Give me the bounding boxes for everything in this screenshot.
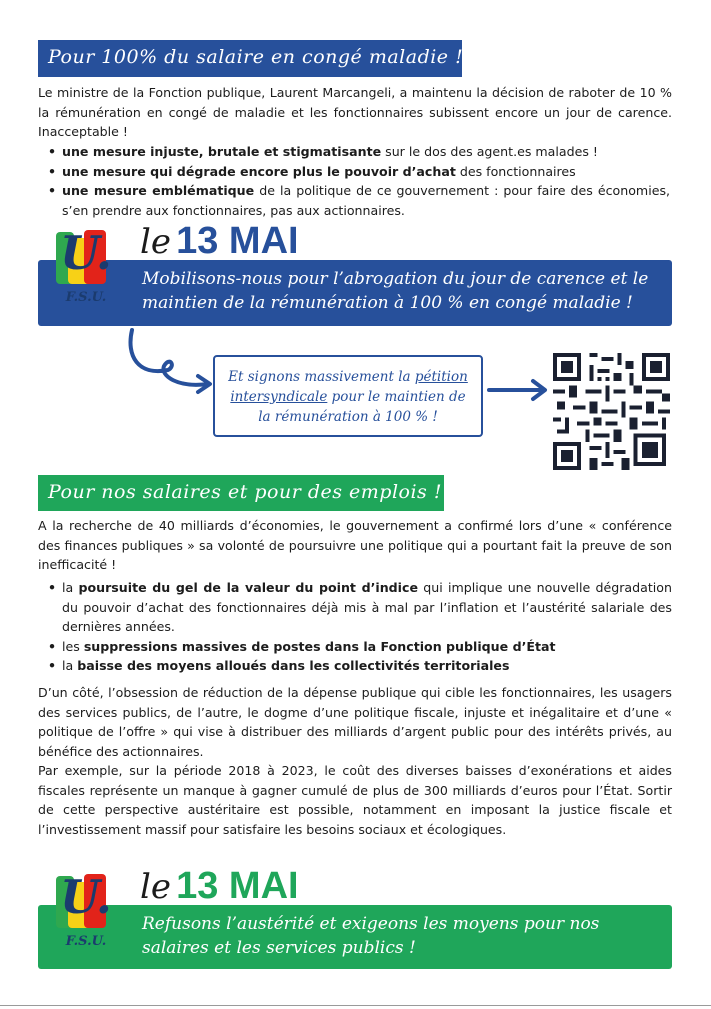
banner-line: Refusons l’austérité et exigeons les moyens pour nos — [142, 914, 600, 934]
bullet-bold: une mesure emblématique — [62, 183, 255, 198]
bullet-bold: baisse des moyens alloués dans les collectivités territoriales — [77, 658, 510, 673]
date-prefix: le — [140, 222, 171, 262]
date-prefix: le — [140, 867, 171, 907]
list-item — [48, 656, 672, 676]
list-item — [48, 162, 670, 182]
date-heading — [140, 220, 299, 263]
date-heading — [140, 865, 299, 908]
petition-text: Et signons massivement la — [228, 369, 415, 385]
banner-line: maintien de la rémunération à 100 % en congé maladie ! — [142, 293, 633, 313]
bullet-bold: suppressions massives de postes dans la Fonction publique d’État — [83, 638, 556, 654]
petition-link[interactable]: pétition intersyndicale — [230, 369, 468, 405]
list-item — [48, 142, 670, 162]
paragraph: Par exemple, sur la période 2018 à 2023, le coût des diverses baisses d’exonérations et aides fiscales représente un manque à gagner cumulé de plus de 300 milliards d’euros pour l’État. Sortir de cette perspective austéritaire est possible, notamment en imposant la justice fiscale et l’investissement massif pour satisfaire les besoins sociaux et écologiques. — [38, 763, 672, 837]
section-header-emplois: Pour nos salaires et pour des emplois ! — [38, 475, 444, 511]
bullet-text: qui implique une nouvelle dégradation du pouvoir d’achat des fonctionnaires déjà mis à mal par l’inflation et l’austérité salariale des dernières années. — [62, 580, 672, 634]
bullet-bold: poursuite du gel de la valeur du point d’indice — [78, 580, 418, 595]
bullet-text: de la politique de ce gouvernement : pour faire des économies, s’en prendre aux fonctionnaires, pas aux actionnaires. — [62, 183, 671, 218]
bullet-prefix: la — [62, 580, 79, 595]
bullet-prefix: les — [62, 638, 84, 654]
qr-code[interactable] — [553, 353, 670, 470]
curved-arrow-icon — [118, 326, 218, 406]
paragraph: D’un côté, l’obsession de réduction de la dépense publique qui cible les fonctionnaires, les usagers des services publics, de l’autre, le dogme d’une politique fiscale, injuste et inégalitaire et d’une « politique de l’offre » qui vise à distribuer des milliards d’argent public pour des intérêts privés, au bénéfice des actionnaires. — [38, 685, 672, 759]
date-text: 13 MAI — [176, 865, 299, 907]
bullet-bold: une mesure injuste, brutale et stigmatisante — [62, 144, 382, 159]
logo-name: F.S.U. — [65, 934, 107, 949]
right-arrow-icon — [487, 378, 551, 402]
intro-paragraph: Le ministre de la Fonction publique, Laurent Marcangeli, a maintenu la décision de raboter de 10 % la rémunération en congé de maladie et les fonctionnaires subissent encore un jour de carence. Inacceptable ! — [38, 85, 672, 139]
list-item — [48, 181, 670, 220]
bullet-prefix: la — [62, 658, 78, 673]
bullet-bold: une mesure qui dégrade encore plus le pouvoir d’achat — [62, 163, 456, 179]
austerite-banner — [38, 905, 672, 969]
list-item — [48, 578, 672, 637]
bullet-text: sur le dos des agent.es malades ! — [381, 144, 598, 159]
banner-line: Mobilisons-nous pour l’abrogation du jour de carence et le — [142, 269, 649, 289]
fsu-logo — [52, 226, 120, 306]
mobilisation-banner — [38, 260, 672, 326]
date-text: 13 MAI — [176, 220, 299, 262]
logo-letter: U. — [60, 226, 112, 280]
section-header-salaire: Pour 100% du salaire en congé maladie ! — [38, 40, 462, 77]
list-item — [48, 637, 672, 657]
footer-divider — [0, 1005, 711, 1006]
body-paragraphs — [38, 683, 672, 839]
bullet-list-mesures — [48, 142, 670, 220]
bullet-text: des fonctionnaires — [455, 163, 576, 179]
intro-paragraph: A la recherche de 40 milliards d’économies, le gouvernement a confirmé lors d’une « conférence des finances publiques » sa volonté de poursuivre une politique qui a pourtant fait la preuve de son inefficacité ! — [38, 518, 672, 572]
petition-box[interactable] — [213, 355, 483, 437]
logo-name: F.S.U. — [65, 290, 107, 305]
logo-letter: U. — [60, 870, 112, 924]
bullet-list-politique — [48, 578, 672, 676]
fsu-logo — [52, 870, 120, 950]
banner-line: salaires et les services publics ! — [142, 938, 416, 958]
petition-text: pour le maintien de la rémunération à 100 % ! — [258, 389, 466, 425]
